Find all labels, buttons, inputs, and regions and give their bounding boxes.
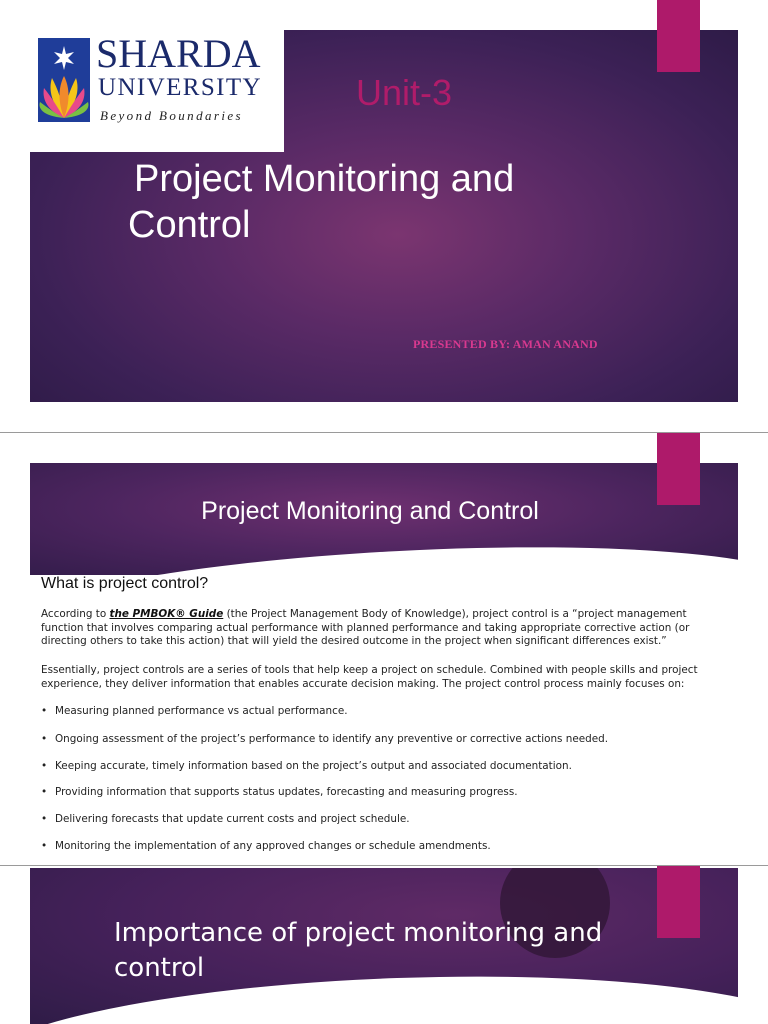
bullet-item: • Keeping accurate, timely information based on the project’s output and associated documentation. [41,760,572,772]
accent-tab-top [657,0,700,30]
bullet-text: Keeping accurate, timely information based on the project’s output and associated documentation. [55,760,572,772]
bullet-item: • Measuring planned performance vs actual performance. [41,705,348,717]
banner-swoop-decoration [30,530,738,575]
paragraph-definition [41,608,725,649]
slide-1 [0,0,768,432]
slide-3 [0,866,768,1024]
bullet-text: Providing information that supports status updates, forecasting and measuring progress. [55,786,518,798]
slide-2 [0,433,768,865]
bullet-text: Monitoring the implementation of any approved changes or schedule amendments. [55,840,491,852]
logo-name: SHARDA [96,31,261,76]
paragraph-summary: Essentially, project controls are a series of tools that help keep a project on schedule. Combined with people skills and project experience, they deliver information that enables accurate decision making. The project control process mainly focuses on: [41,664,698,690]
bullet-text: Delivering forecasts that update current costs and project schedule. [55,813,410,825]
lotus-logo-icon [38,38,90,122]
slide-3-title-line-2: control [114,953,205,983]
accent-tab [657,30,700,72]
bullet-text: Ongoing assessment of the project’s performance to identify any preventive or corrective actions needed. [55,733,609,745]
bullet-text: Measuring planned performance vs actual performance. [55,705,348,717]
paragraph-prefix: According to [41,608,110,620]
slide-1-title [128,156,598,248]
presenter-credit: PRESENTED BY: AMAN ANAND [413,337,598,351]
slide-1-title-line-1: Project Monitoring and [134,158,515,200]
bullet-item: • Monitoring the implementation of any approved changes or schedule amendments. [41,840,491,852]
unit-label: Unit-3 [356,72,453,113]
logo-tagline: Beyond Boundaries [100,108,243,123]
slide-3-title [114,916,674,986]
university-logo [30,30,284,152]
bullet-item: • Ongoing assessment of the project’s performance to identify any preventive or corrective actions needed. [41,733,609,745]
slide-3-title-line-1: Importance of project monitoring and [114,918,603,948]
bullet-item: • Providing information that supports status updates, forecasting and measuring progress. [41,786,518,798]
slide-1-title-line-2: Control [128,204,251,246]
pmbok-guide-link[interactable]: the PMBOK® Guide [109,608,224,620]
section-question: What is project control? [41,575,209,592]
paragraph-rest: (the Project Management Body of Knowledge), project control is a “project management function that involves comparing actual performance with planned performance and taking appropriate corrective action (or directing others to take this action) that will yield the desired outcome in the project when significant differences exist.” [41,608,690,647]
bullet-item: • Delivering forecasts that update current costs and project schedule. [41,813,410,825]
slide-2-heading: Project Monitoring and Control [201,497,539,525]
logo-subname: UNIVERSITY [98,74,262,101]
accent-tab [657,433,700,505]
